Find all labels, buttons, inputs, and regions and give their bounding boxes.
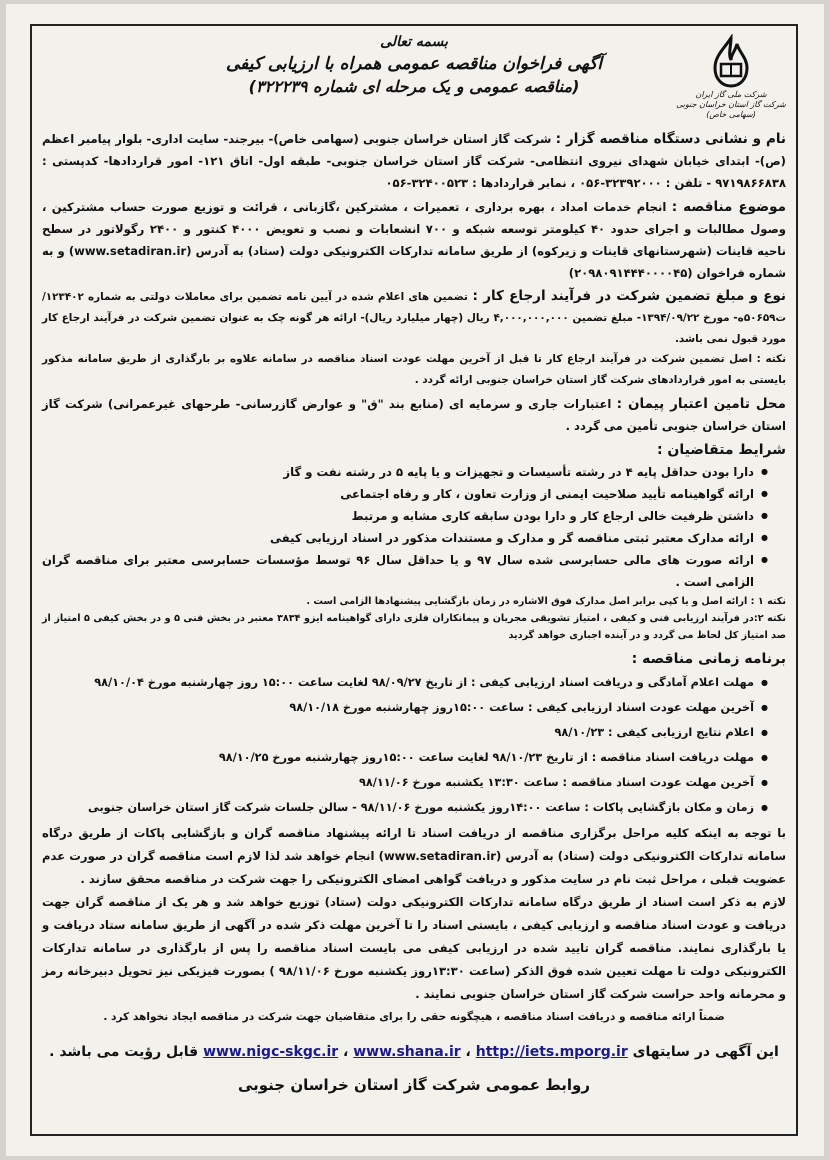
guarantee-note: نکته : اصل تضمین شرکت در فرآیند ارجاع کار تا قبل از آخرین مهلت عودت اسناد مناقصه در سامانه علاوه بر بارگذاری از طریق سامانه مذکور بایستی به امور قراردادهای شرکت گاز استان خراسان جنوبی ارائه گردد . [42,353,786,386]
schedule-item: ● زمان و مکان بازگشایی پاکات : ساعت ۱۴:۰۰روز یکشنبه مورخ ۹۸/۱۱/۰۶ - سالن جلسات شرکت گاز استان خراسان جنوبی [42,795,768,820]
subject-label: موضوع مناقصه : [671,199,786,215]
title-block [42,30,786,98]
electronic-procurement-notice: با توجه به اینکه کلیه مراحل برگزاری مناقصه از دریافت اسناد تا ارائه پیشنهاد مناقصه گران و بازگشایی پاکات از طریق درگاه سامانه تدارکات الکترونیکی دولت (ستاد) به آدرس (www.setadiran.ir) انجام خواهد شد لذا لازم است مناقصه گران در صورت عدم عضویت قبلی ، مراحل ثبت نام در سایت مذکور و دریافت گواهی امضای الکترونیکی را جهت شرکت در مناقصه محقق سازند . [42,826,786,886]
company-logo [676,34,786,120]
no-rights-notice: ضمناً ارائه مناقصه و دریافت اسناد مناقصه ، هیچگونه حقی را برای متقاضیان جهت شرکت در مناقصه ایجاد نخواهد کرد . [103,1011,725,1023]
tenderer-text: شرکت گاز استان خراسان جنوبی (سهامی خاص)- بیرجند- سایت اداری- بلوار پیامبر اعظم (ص)- ابتدای خیابان شهدای نیروی انتظامی- شرکت گاز استان خراسان جنوبی- طبقه اول- اتاق ۱۲۱- امور قراردادها- کدپستی : ۹۷۱۹۸۶۶۸۳۸ - تلفن : ۳۲۳۹۲۰۰۰-۰۵۶ ، نمابر قراردادها : ۳۲۴۰۰۵۲۳-۰۵۶ [42,132,786,190]
subject-paragraph [42,196,786,284]
website-link-iets[interactable]: http://iets.mporg.ir [475,1044,628,1060]
schedule-item: ● آخرین مهلت عودت اسناد ارزیابی کیفی : ساعت ۱۵:۰۰روز چهارشنبه مورخ ۹۸/۱۰/۱۸ [42,695,768,720]
separator: ، [343,1044,349,1060]
websites-line [42,1038,786,1066]
schedule-title: برنامه زمانی مناقصه : [631,651,786,667]
funding-paragraph [42,393,786,437]
announcement-title: آگهی فراخوان مناقصه عمومی همراه با ارزیابی کیفی [225,54,603,74]
websites-suffix: قابل رؤیت می باشد . [49,1044,199,1060]
tenderer-paragraph [42,128,786,194]
conditions-note-1: نکته ۱ : ارائه اصل و یا کپی برابر اصل مدارک فوق الاشاره در زمان بازگشایی پیشنهادها الزامی است . [306,596,786,607]
website-link-shana[interactable]: www.shana.ir [353,1044,461,1060]
condition-item: ● ارائه گواهینامه تأیید صلاحیت ایمنی از وزارت تعاون ، کار و رفاه اجتماعی [42,483,768,505]
schedule-item: ● مهلت دریافت اسناد مناقصه : از تاریخ ۹۸/۱۰/۲۳ لغایت ساعت ۱۵:۰۰روز چهارشنبه مورخ ۹۸/۱۰/۲۵ [42,745,768,770]
bismillah: بسمه تعالی [380,34,448,50]
conditions-list [42,461,786,593]
schedule-item: ● اعلام نتایج ارزیابی کیفی : ۹۸/۱۰/۲۳ [42,720,768,745]
condition-item: ● دارا بودن حداقل پایه ۴ در رشته تأسیسات و تجهیزات و یا پایه ۵ در رشته نفت و گاز [42,461,768,483]
tender-number: (مناقصه عمومی و یک مرحله ای شماره ۳۲۲۲۳۹) [248,77,580,96]
funding-label: محل تامین اعتبار پیمان : [616,396,786,412]
condition-item: ● ارائه صورت های مالی حسابرسی شده سال ۹۷ و یا حداقل سال ۹۶ توسط مؤسسات حسابرسی معتبر برای مناقصه گران الزامی است . [42,549,768,593]
newspaper-page [6,4,824,1156]
condition-item: ● ارائه مدارک معتبر ثبتی مناقصه گر و مدارک و مستندات مذکور در اسناد ارزیابی کیفی [42,527,768,549]
document-submission-notice: لازم به ذکر است اسناد از طریق درگاه سامانه تدارکات الکترونیکی دولت (ستاد) توزیع خواهد شد و هر یک از مناقصه گران جهت دریافت و عودت اسناد مناقصه و ارزیابی کیفی ، بایستی اسناد را تا آخرین مهلت ذکر شده در آگهی از طریق سامانه ستاد دریافت و یا بارگذاری نمایند. مناقصه گران تایید شده در ارزیابی کیفی می بایست اسناد مناقصه را پس از بارگذاری در سامانه تدارکات الکترونیکی دولت تا مهلت تعیین شده فوق الذکر (ساعت ۱۳:۳۰روز یکشنبه مورخ ۹۸/۱۱/۰۶ ) بصورت فیزیکی نیز تحویل دبیرخانه رمز و محرمانه واحد حراست شرکت گاز استان خراسان جنوبی نمایند . [42,895,787,1001]
tenderer-label: نام و نشانی دستگاه مناقصه گزار : [555,131,787,147]
announcement-header [42,30,786,122]
subject-text: انجام خدمات امداد ، بهره برداری ، تعمیرات ، مشترکین ،گازبانی ، قرائت و توزیع صورت حساب مشترکین ، وصول مطالبات و اجرای حدود ۴۰ کیلومتر توسعه شبکه و ۷۰۰ انشعابات و نصب و تعویض ۴۰۰۰ کنتور و ۲۴۰۰ رگولاتور در سطح ناحیه قاینات (شهرستانهای قاینات و زیرکوه) از طریق سامانه تدارکات الکترونیکی دولت (ستاد) به آدرس (www.setadiran.ir) و به شماره فراخوان (۲۰۹۸۰۹۱۴۴۴۰۰۰۰۴۵) [42,200,787,280]
funding-text: اعتبارات جاری و سرمایه ای (منابع بند "ق" و عوارض گازرسانی- طرحهای غیرعمرانی) شرکت گاز استان خراسان جنوبی تأمین می گردد . [42,397,786,433]
separator: ، [465,1044,471,1060]
logo-caption-1: شرکت ملی گاز ایران [695,90,767,99]
logo-caption-2: شرکت گاز استان خراسان جنوبی (سهامی خاص) [676,100,786,119]
gas-flame-icon [701,34,761,90]
websites-prefix: این آگهی در سایتهای [632,1044,779,1060]
guarantee-label: نوع و مبلغ تضمین شرکت در فرآیند ارجاع کار : [472,288,786,304]
guarantee-paragraph [42,286,786,349]
schedule-item: ● آخرین مهلت عودت اسناد مناقصه : ساعت ۱۳:۳۰ یکشنبه مورخ ۹۸/۱۱/۰۶ [42,770,768,795]
website-link-nigc[interactable]: www.nigc-skgc.ir [203,1044,339,1060]
announcement-content [42,30,786,1098]
conditions-note-2: نکته ۲:در فرآیند ارزیابی فنی و کیفی ، امتیاز تشویقی مجریان و پیمانکاران فلزی دارای گواهینامه ایزو ۳۸۳۴ معتبر در بخش فنی ۵ و در بخش کیفی ۵ امتیاز از صد امتیاز کل لحاظ می گردد و در آینده اجباری خواهد گردید [42,613,786,641]
public-relations-signature: روابط عمومی شرکت گاز استان خراسان جنوبی [237,1076,591,1094]
guarantee-text: تضمین های اعلام شده در آیین نامه تضمین برای معاملات دولتی به شماره ۱۲۳۴۰۲/ت۵۰۶۵۹ه- مورخ ۱۳۹۴/۰۹/۲۲- مبلغ تضمین ۴,۰۰۰,۰۰۰,۰۰۰ ریال (چهار میلیارد ریال)- ارائه هر گونه چک به عنوان تضمین شرکت در فرآیند ارجاع کار مورد قبول نمی باشد. [42,291,786,345]
schedule-item: ● مهلت اعلام آمادگی و دریافت اسناد ارزیابی کیفی : از تاریخ ۹۸/۰۹/۲۷ لغایت ساعت ۱۵:۰۰ روز چهارشنبه مورخ ۹۸/۱۰/۰۴ [42,670,768,695]
condition-item: ● داشتن ظرفیت خالی ارجاع کار و دارا بودن سابقه کاری مشابه و مرتبط [42,505,768,527]
conditions-title: شرایط متقاضیان : [656,442,786,458]
schedule-list [42,670,786,820]
